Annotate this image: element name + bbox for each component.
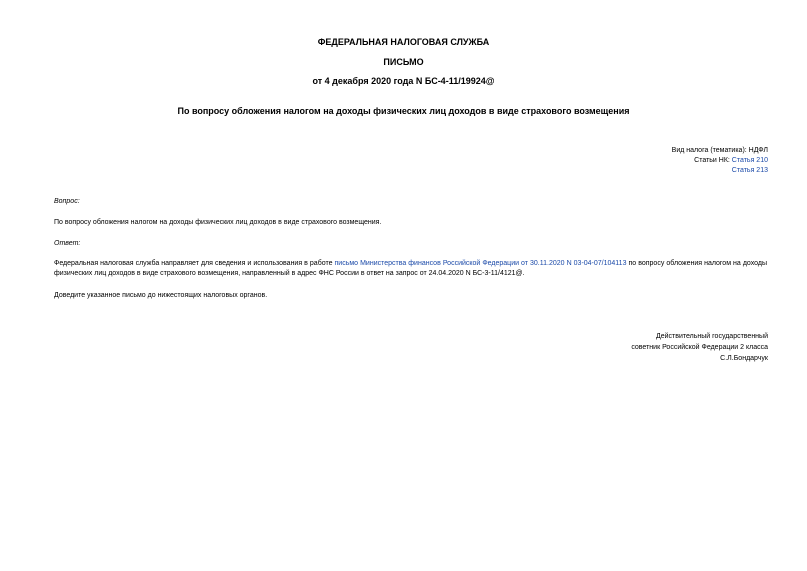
question-label: Вопрос: [54, 198, 80, 205]
signatory-title-line-2: советник Российской Федерации 2 класса [631, 344, 768, 351]
article-210-link[interactable]: Статья 210 [731, 157, 768, 164]
agency-title: ФЕДЕРАЛЬНАЯ НАЛОГОВАЯ СЛУЖБА [317, 37, 490, 47]
minfin-letter-link[interactable]: письмо Министерства финансов Российской Федерации от 30.11.2020 N 03-04-07/104113 [334, 260, 627, 267]
document-type: ПИСЬМО [383, 57, 424, 67]
answer-text [54, 259, 767, 279]
article-213-link[interactable]: Статья 213 [731, 167, 768, 174]
answer-label: Ответ: [54, 240, 81, 247]
tax-articles [694, 156, 768, 166]
signatory-title-line-1: Действительный государственный [656, 333, 768, 340]
document-subject: По вопросу обложения налогом на доходы физических лиц доходов в виде страхового возмещения [177, 106, 630, 116]
tax-articles-label: Статьи НК: [694, 157, 732, 164]
closing-text: Доведите указанное письмо до нижестоящих налоговых органов. [54, 292, 268, 299]
tax-type: Вид налога (тематика): НДФЛ [671, 147, 768, 154]
answer-text-part-1: Федеральная налоговая служба направляет для сведения и использования в работе [54, 260, 335, 267]
question-text: По вопросу обложения налогом на доходы физических лиц доходов в виде страхового возмещения. [54, 219, 382, 226]
answer-text-part-2: по вопросу обложения налогом на доходы физических лиц доходов в виде страхового возмещения, направленный в адрес ФНС России в ответ на запрос от 24.04.2020 N БС-3-11/4121@. [54, 260, 768, 277]
document-date-number: от 4 декабря 2020 года N БС-4-11/19924@ [312, 76, 495, 86]
signatory-name: С.Л.Бондарчук [720, 355, 768, 362]
tax-articles-second [732, 166, 768, 176]
